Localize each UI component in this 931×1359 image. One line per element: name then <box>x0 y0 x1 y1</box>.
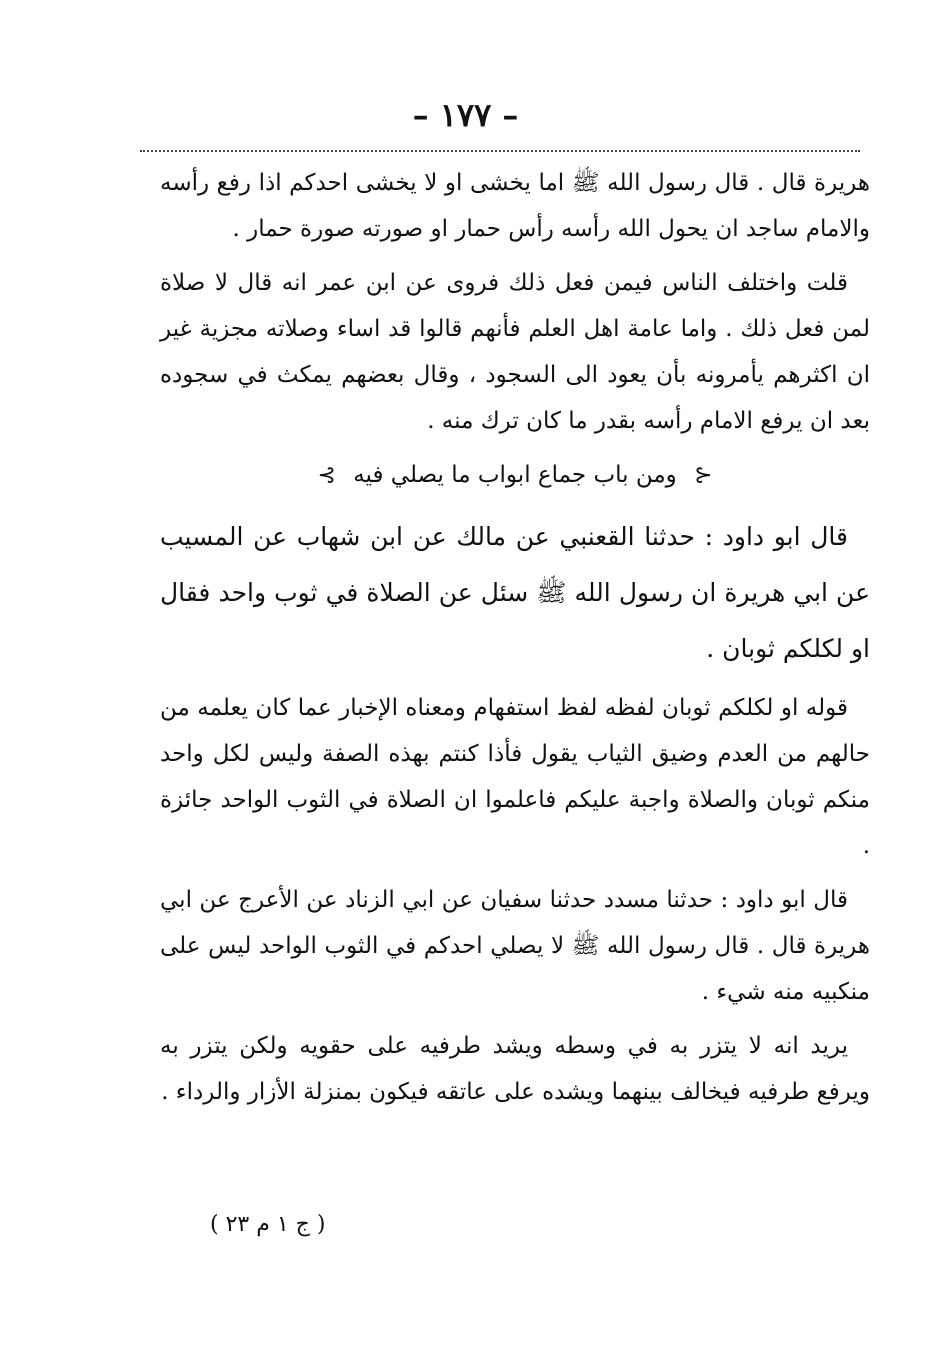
commentary-one: قوله او لكلكم ثوبان لفظه لفظ استفهام ومعناه الإخبار عما كان يعلمه من حالهم من العدم وضيق الثياب يقول فأذا كنتم بهذه الصفة وليس لكل واحد منكم ثوبان والصلاة واجبة عليكم فاعلموا ان الصلاة في الثوب الواحد جائزة . <box>160 695 870 859</box>
page-number: – ١٧٧ – <box>412 96 519 134</box>
commentary-two: يريد انه لا يتزر به في وسطه ويشد طرفيه على حقويه ولكن يتزر به ويرفع طرفيه فيخالف بينهما ويشده على عاتقه فيكون بمنزلة الأزار والرداء . <box>160 1033 870 1105</box>
hadith-two: قال ابو داود : حدثنا مسدد حدثنا سفيان عن ابي الزناد عن الأعرج عن ابي هريرة قال . قال رسول الله ﷺ لا يصلي احدكم في الثوب الواحد ليس على منكبيه منه شيء . <box>160 887 870 1005</box>
hadith-one: قال ابو داود : حدثنا القعنبي عن مالك عن ابن شهاب عن المسيب عن ابي هريرة ان رسول الله ﷺ سئل عن الصلاة في ثوب واحد فقال او لكلكم ثوبان . <box>160 522 870 663</box>
section-heading-text: ومن باب جماع ابواب ما يصلي فيه <box>353 462 677 488</box>
main-text <box>160 160 870 1123</box>
ornament-left-icon: ⊱ <box>317 463 336 488</box>
paragraph-discussion: قلت واختلف الناس فيمن فعل ذلك فروى عن ابن عمر انه قال لا صلاة لمن فعل ذلك . واما عامة اهل العلم فأنهم قالوا قد اساء وصلاته مجزية غير ان اكثرهم يأمرونه بأن يعود الى السجود ، وقال بعضهم يمكث في سجوده بعد ان يرفع الامام رأسه بقدر ما كان ترك منه . <box>160 270 870 434</box>
signature-mark: ( ج ١ م ٢٣ ) <box>210 1212 326 1237</box>
header-rule <box>140 150 860 152</box>
paragraph-hadith-end: هريرة قال . قال رسول الله ﷺ اما يخشى او لا يخشى احدكم اذا رفع رأسه والامام ساجد ان يحول الله رأسه رأس حمار او صورته صورة حمار . <box>160 170 870 242</box>
section-heading <box>160 452 870 499</box>
ornament-right-icon: ⊰ <box>694 463 713 488</box>
